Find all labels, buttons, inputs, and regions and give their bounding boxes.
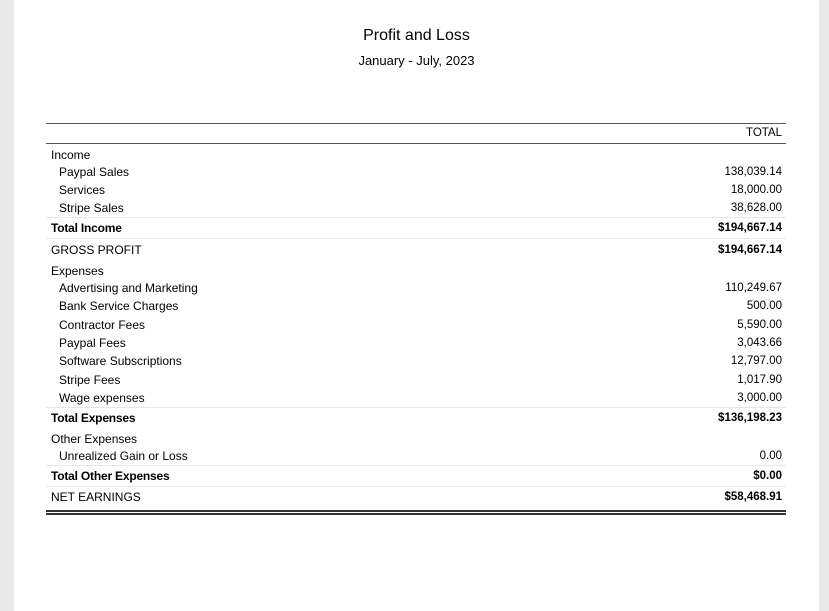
section-header-income (46, 144, 786, 163)
row-label: Advertising and Marketing (59, 281, 198, 296)
table-row (46, 199, 786, 217)
double-underline (46, 510, 786, 515)
row-amount: 5,590.00 (737, 318, 782, 331)
table-row (46, 371, 786, 389)
section-label: Income (51, 148, 91, 162)
report-page (14, 0, 819, 611)
total-amount: $0.00 (753, 470, 782, 483)
gross-profit-amount: $194,667.14 (718, 244, 782, 257)
row-label: Services (59, 182, 106, 197)
table-row (46, 352, 786, 370)
section-header-expenses (46, 260, 786, 279)
gross-profit-row (46, 238, 786, 260)
row-amount: 38,628.00 (730, 202, 782, 215)
report-title: Profit and Loss (363, 27, 470, 44)
table-row (46, 297, 786, 315)
table-row (46, 163, 786, 181)
net-earnings-row (46, 486, 786, 508)
total-amount: $136,198.23 (718, 412, 782, 425)
section-header-other-expenses (46, 428, 786, 447)
row-amount: 0.00 (759, 449, 782, 462)
row-label: Software Subscriptions (59, 354, 182, 369)
column-header-total: TOTAL (746, 127, 782, 139)
row-label: Stripe Sales (59, 201, 124, 216)
row-amount: 110,249.67 (725, 282, 782, 295)
row-amount: 12,797.00 (730, 355, 782, 368)
row-amount: 3,000.00 (737, 391, 782, 404)
report-period: January - July, 2023 (358, 53, 475, 68)
row-amount: 138,039.14 (724, 165, 782, 178)
section-label: Other Expenses (51, 432, 138, 447)
report-table (46, 123, 786, 515)
row-label: Bank Service Charges (59, 299, 179, 314)
row-label: Paypal Fees (59, 335, 126, 350)
row-amount: 3,043.66 (737, 336, 782, 349)
row-label: Wage expenses (59, 390, 145, 405)
table-row (46, 316, 786, 334)
table-row (46, 279, 786, 297)
table-row (46, 447, 786, 465)
row-label: Contractor Fees (59, 317, 146, 332)
total-amount: $194,667.14 (718, 222, 782, 235)
row-amount: 1,017.90 (737, 373, 782, 386)
gross-profit-label: GROSS PROFIT (51, 243, 142, 258)
net-earnings-amount: $58,468.91 (724, 491, 782, 504)
net-earnings-label: NET EARNINGS (51, 490, 141, 505)
row-label: Stripe Fees (59, 372, 121, 387)
total-label: Total Expenses (51, 411, 136, 426)
total-label: Total Income (51, 221, 122, 236)
section-label: Expenses (51, 264, 104, 279)
table-row (46, 389, 786, 407)
row-amount: 500.00 (746, 300, 782, 313)
table-header (46, 123, 786, 144)
row-label: Unrealized Gain or Loss (59, 448, 188, 463)
total-label: Total Other Expenses (51, 469, 170, 484)
table-row (46, 181, 786, 199)
total-expenses-row (46, 407, 786, 428)
total-other-expenses-row (46, 465, 786, 486)
row-label: Paypal Sales (59, 164, 130, 179)
row-amount: 18,000.00 (730, 183, 782, 196)
total-income-row (46, 217, 786, 238)
table-row (46, 334, 786, 352)
